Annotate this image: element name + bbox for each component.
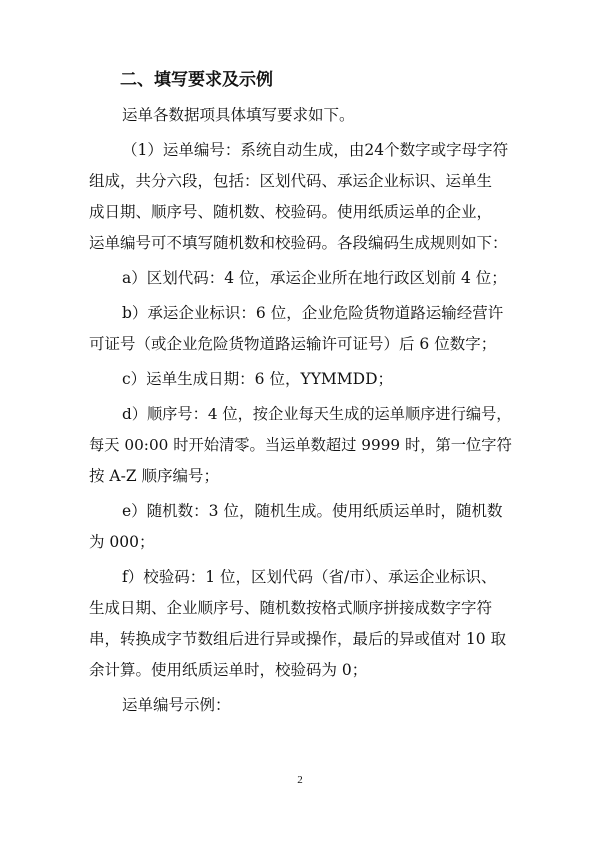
example-label-line: 运单编号示例： <box>122 696 231 714</box>
date-line: c）运单生成日期：6 位，YYMMDD； <box>122 370 394 388</box>
intro-line: 运单各数据项具体填写要求如下。 <box>122 106 355 124</box>
checksum-line-2: 生成日期、企业顺序号、随机数按格式顺序拼接成数字字符 <box>89 599 493 617</box>
waybill-number-line-2: 组成，共分六段，包括：区划代码、承运企业标识、运单生 <box>89 172 493 190</box>
carrier-id-line-1: b）承运企业标识：6 位，企业危险货物道路运输经营许 <box>122 304 504 322</box>
region-code-line: a）区划代码：4 位，承运企业所在地行政区划前 4 位； <box>122 269 507 287</box>
carrier-id-line-2: 可证号（或企业危险货物道路运输许可证号）后 6 位数字； <box>89 335 497 353</box>
waybill-number-line-4: 运单编号可不填写随机数和校验码。各段编码生成规则如下： <box>89 234 508 252</box>
random-line-1: e）随机数：3 位，随机生成。使用纸质运单时，随机数 <box>122 502 503 520</box>
checksum-line-3: 串，转换成字节数组后进行异或操作，最后的异或值对 10 取 <box>89 630 507 648</box>
checksum-line-4: 余计算。使用纸质运单时，校验码为 0； <box>89 661 368 679</box>
waybill-number-line-1: （1）运单编号：系统自动生成，由24个数字或字母字符 <box>122 141 509 159</box>
page-number: 2 <box>297 774 303 786</box>
random-line-2: 为 000； <box>89 533 155 551</box>
sequence-line-1: d）顺序号：4 位，按企业每天生成的运单顺序进行编号， <box>122 405 512 423</box>
sequence-line-2: 每天 00:00 时开始清零。当运单数超过 9999 时，第一位字符 <box>89 436 512 454</box>
section-heading: 二、填写要求及示例 <box>120 70 273 90</box>
waybill-number-line-3: 成日期、顺序号、随机数、校验码。使用纸质运单的企业， <box>89 203 493 221</box>
sequence-line-3: 按 A-Z 顺序编号； <box>89 467 220 485</box>
checksum-line-1: f）校验码：1 位，区划代码（省/市）、承运企业标识、 <box>122 568 497 586</box>
